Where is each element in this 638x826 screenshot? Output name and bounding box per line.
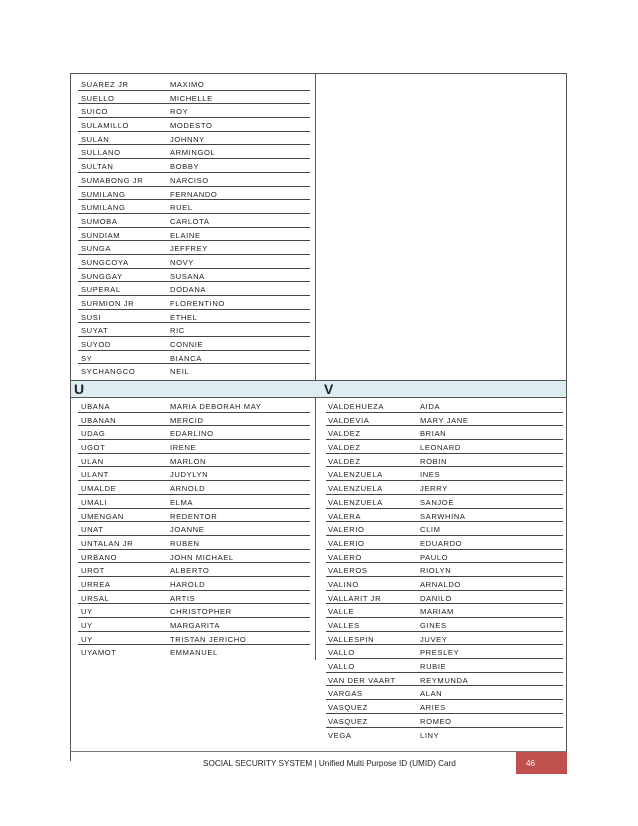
table-row (320, 687, 563, 701)
first-name: ARMINGOL (170, 148, 216, 158)
last-name: VASQUEZ (328, 703, 368, 713)
table-row (72, 311, 310, 325)
first-name: SANJOE (420, 497, 454, 507)
first-name: BOBBY (170, 162, 200, 172)
last-name: VALERA (328, 511, 362, 521)
table-row (320, 660, 563, 674)
first-name: ARTIS (170, 593, 196, 603)
table-row (72, 146, 310, 160)
table-row (320, 427, 563, 441)
first-name: JOHN MICHAEL (170, 552, 234, 562)
first-name: ALAN (420, 689, 443, 699)
table-row (320, 729, 563, 743)
last-name: SY (81, 353, 93, 363)
last-name: SUMILANG (81, 203, 126, 213)
first-name: ROY (170, 107, 189, 117)
table-row (72, 270, 310, 284)
last-name: ULANT (81, 470, 109, 480)
last-name: VALLARIT JR (328, 593, 382, 603)
table-row (320, 701, 563, 715)
last-name: SULAN (81, 134, 110, 144)
table-row (320, 715, 563, 729)
last-name: VALDEZ (328, 456, 361, 466)
table-row (72, 523, 310, 537)
first-name: RUBIE (420, 662, 447, 672)
last-name: VEGA (328, 730, 352, 740)
first-name: GINES (420, 621, 447, 630)
last-name: URREA (81, 579, 111, 589)
last-name: SUICO (81, 107, 109, 117)
table-row (72, 365, 310, 379)
table-row (72, 400, 310, 414)
table-row (72, 242, 310, 256)
table-row (72, 633, 310, 647)
last-name: UNTALAN JR (81, 538, 134, 548)
table-row (72, 455, 310, 469)
last-name: UDAG (81, 429, 106, 439)
v-names-list (320, 400, 563, 742)
table-row (72, 297, 310, 311)
last-name: ULAN (81, 456, 104, 466)
first-name: JOHNNY (170, 134, 205, 144)
table-row (72, 188, 310, 202)
table-row (320, 551, 563, 565)
last-name: UYAMOT (81, 648, 117, 658)
last-name: VALERIO (328, 525, 365, 535)
last-name: SUAREZ JR (81, 80, 129, 89)
last-name: SUNGCOYA (81, 257, 129, 267)
section-header-v: V (324, 381, 334, 397)
footer-rule (70, 751, 567, 752)
last-name: VALLE (328, 607, 355, 617)
last-name: UMENGAN (81, 511, 125, 521)
table-row (72, 537, 310, 551)
table-row (320, 414, 563, 428)
first-name: CARLOTA (170, 216, 210, 226)
last-name: SUSI (81, 312, 102, 322)
first-name: CHRISTOPHER (170, 607, 232, 617)
table-row (320, 564, 563, 578)
last-name: VALLESPIN (328, 634, 375, 644)
last-name: SUNGA (81, 244, 112, 254)
first-name: HAROLD (170, 579, 206, 589)
first-name: DODANA (170, 285, 207, 295)
last-name: VALLES (328, 621, 360, 630)
table-row (72, 352, 310, 366)
table-row (72, 427, 310, 441)
last-name: URSAL (81, 593, 110, 603)
table-row (72, 468, 310, 482)
first-name: AIDA (420, 402, 441, 411)
last-name: VALENZUELA (328, 484, 383, 494)
first-name: ELAINE (170, 230, 201, 240)
first-name: EDUARDO (420, 538, 463, 548)
first-name: ROBIN (420, 456, 448, 466)
table-row (72, 229, 310, 243)
u-names-list (72, 400, 310, 660)
page-number: 46 (526, 759, 536, 768)
first-name: BIANCA (170, 353, 202, 363)
last-name: SUNGGAY (81, 271, 123, 281)
first-name: FLORENTINO (170, 299, 225, 308)
last-name: VALENZUELA (328, 470, 383, 480)
table-row (320, 455, 563, 469)
table-row (320, 605, 563, 619)
table-row (72, 133, 310, 147)
first-name: PRESLEY (420, 648, 460, 658)
table-row (320, 510, 563, 524)
table-row (72, 592, 310, 606)
table-row (320, 523, 563, 537)
last-name: SUNDIAM (81, 230, 121, 240)
table-row (320, 592, 563, 606)
last-name: SULAMILLO (81, 121, 130, 131)
first-name: MARGARITA (170, 621, 220, 630)
last-name: SUMOBA (81, 216, 118, 226)
first-name: EDARLINO (170, 429, 214, 439)
last-name: SUYOD (81, 340, 112, 350)
first-name: RUBEN (170, 538, 200, 548)
first-name: TRISTAN JERICHO (170, 634, 247, 644)
last-name: SUPERAL (81, 285, 121, 295)
last-name: VARGAS (328, 689, 363, 699)
last-name: SYCHANGCO (81, 367, 136, 377)
last-name: VALERIO (328, 538, 365, 548)
table-row (72, 119, 310, 133)
first-name: DANILO (420, 593, 452, 603)
last-name: VAN DER VAART (328, 675, 396, 685)
first-name: JEFFREY (170, 244, 208, 254)
table-row (72, 174, 310, 188)
last-name: UBANAN (81, 415, 117, 425)
last-name: SULTAN (81, 162, 114, 172)
table-row (72, 78, 310, 92)
first-name: MERCID (170, 415, 204, 425)
table-row (320, 441, 563, 455)
last-name: SUYAT (81, 326, 109, 336)
table-row (72, 201, 310, 215)
first-name: LEONARD (420, 443, 461, 453)
first-name: JOANNE (170, 525, 205, 535)
last-name: UY (81, 621, 93, 630)
first-name: MARIA DEBORAH MAY (170, 402, 262, 411)
table-row (320, 468, 563, 482)
table-row (72, 283, 310, 297)
table-row (72, 551, 310, 565)
last-name: VALDEZ (328, 443, 361, 453)
table-row (72, 578, 310, 592)
first-name: FERNANDO (170, 189, 218, 199)
first-name: MARLON (170, 456, 207, 466)
first-name: ARIES (420, 703, 446, 713)
first-name: SUSANA (170, 271, 205, 281)
first-name: REYMUNDA (420, 675, 469, 685)
first-name: REDENTOR (170, 511, 218, 521)
last-name: UBANA (81, 402, 111, 411)
table-row (72, 564, 310, 578)
letter-band (71, 380, 566, 398)
first-name: JUVEY (420, 634, 448, 644)
last-name: VALDEZ (328, 429, 361, 439)
table-row (72, 160, 310, 174)
first-name: JUDYLYN (170, 470, 209, 480)
first-name: RIC (170, 326, 185, 336)
table-row (72, 510, 310, 524)
first-name: LINY (420, 730, 440, 740)
column-divider-bottom (315, 398, 316, 660)
first-name: MODESTO (170, 121, 213, 131)
table-row (320, 537, 563, 551)
last-name: UMALDE (81, 484, 117, 494)
table-row (320, 619, 563, 633)
first-name: ALBERTO (170, 566, 210, 576)
table-row (72, 619, 310, 633)
table-row (72, 414, 310, 428)
table-row (72, 105, 310, 119)
last-name: URBANO (81, 552, 118, 562)
last-name: VALINO (328, 579, 359, 589)
table-row (320, 482, 563, 496)
first-name: MARIAM (420, 607, 454, 617)
last-name: SUELLO (81, 93, 115, 103)
last-name: SUMILANG (81, 189, 126, 199)
first-name: INES (420, 470, 441, 480)
first-name: RUEL (170, 203, 193, 213)
first-name: PAULO (420, 552, 449, 562)
last-name: VALLO (328, 648, 355, 658)
last-name: SUMABONG JR (81, 175, 144, 185)
first-name: JERRY (420, 484, 448, 494)
first-name: NOVY (170, 257, 194, 267)
first-name: IRENE (170, 443, 197, 453)
last-name: UY (81, 607, 93, 617)
s-names-list (72, 78, 310, 379)
section-header-u: U (74, 381, 85, 397)
first-name: MICHELLE (170, 93, 213, 103)
last-name: SULLANO (81, 148, 121, 158)
first-name: CLIM (420, 525, 441, 535)
first-name: EMMANUEL (170, 648, 218, 658)
table-row (72, 496, 310, 510)
last-name: VALLO (328, 662, 355, 672)
column-divider-top (315, 73, 316, 380)
last-name: VASQUEZ (328, 716, 368, 726)
table-row (72, 482, 310, 496)
first-name: ARNALDO (420, 579, 461, 589)
page-number-box (516, 752, 567, 774)
first-name: ARNOLD (170, 484, 206, 494)
first-name: RIOLYN (420, 566, 452, 576)
last-name: VALERO (328, 552, 362, 562)
table-row (72, 605, 310, 619)
first-name: NARCISO (170, 175, 209, 185)
table-row (72, 441, 310, 455)
last-name: VALDEHUEZA (328, 402, 385, 411)
table-row (320, 646, 563, 660)
table-row (72, 338, 310, 352)
table-row (320, 578, 563, 592)
first-name: NEIL (170, 367, 190, 377)
last-name: UROT (81, 566, 105, 576)
last-name: VALDEVIA (328, 415, 370, 425)
table-row (320, 633, 563, 647)
last-name: UMALI (81, 497, 108, 507)
last-name: VALEROS (328, 566, 368, 576)
last-name: UGOT (81, 443, 106, 453)
last-name: UNAT (81, 525, 104, 535)
table-row (320, 400, 563, 414)
table-row (72, 215, 310, 229)
first-name: ELMA (170, 497, 194, 507)
first-name: MARY JANE (420, 415, 469, 425)
table-row (72, 646, 310, 660)
table-row (72, 324, 310, 338)
first-name: ROMEO (420, 716, 452, 726)
first-name: MAXIMO (170, 80, 205, 89)
first-name: CONNIE (170, 340, 204, 350)
last-name: SURMION JR (81, 299, 135, 308)
last-name: VALENZUELA (328, 497, 383, 507)
table-row (320, 496, 563, 510)
table-row (72, 92, 310, 106)
last-name: UY (81, 634, 93, 644)
footer-title: SOCIAL SECURITY SYSTEM | Unified Multi Purpose ID (UMID) Card (203, 759, 456, 768)
table-row (320, 674, 563, 688)
first-name: ETHEL (170, 312, 198, 322)
table-row (72, 256, 310, 270)
first-name: BRIAN (420, 429, 447, 439)
first-name: SARWHINA (420, 511, 466, 521)
